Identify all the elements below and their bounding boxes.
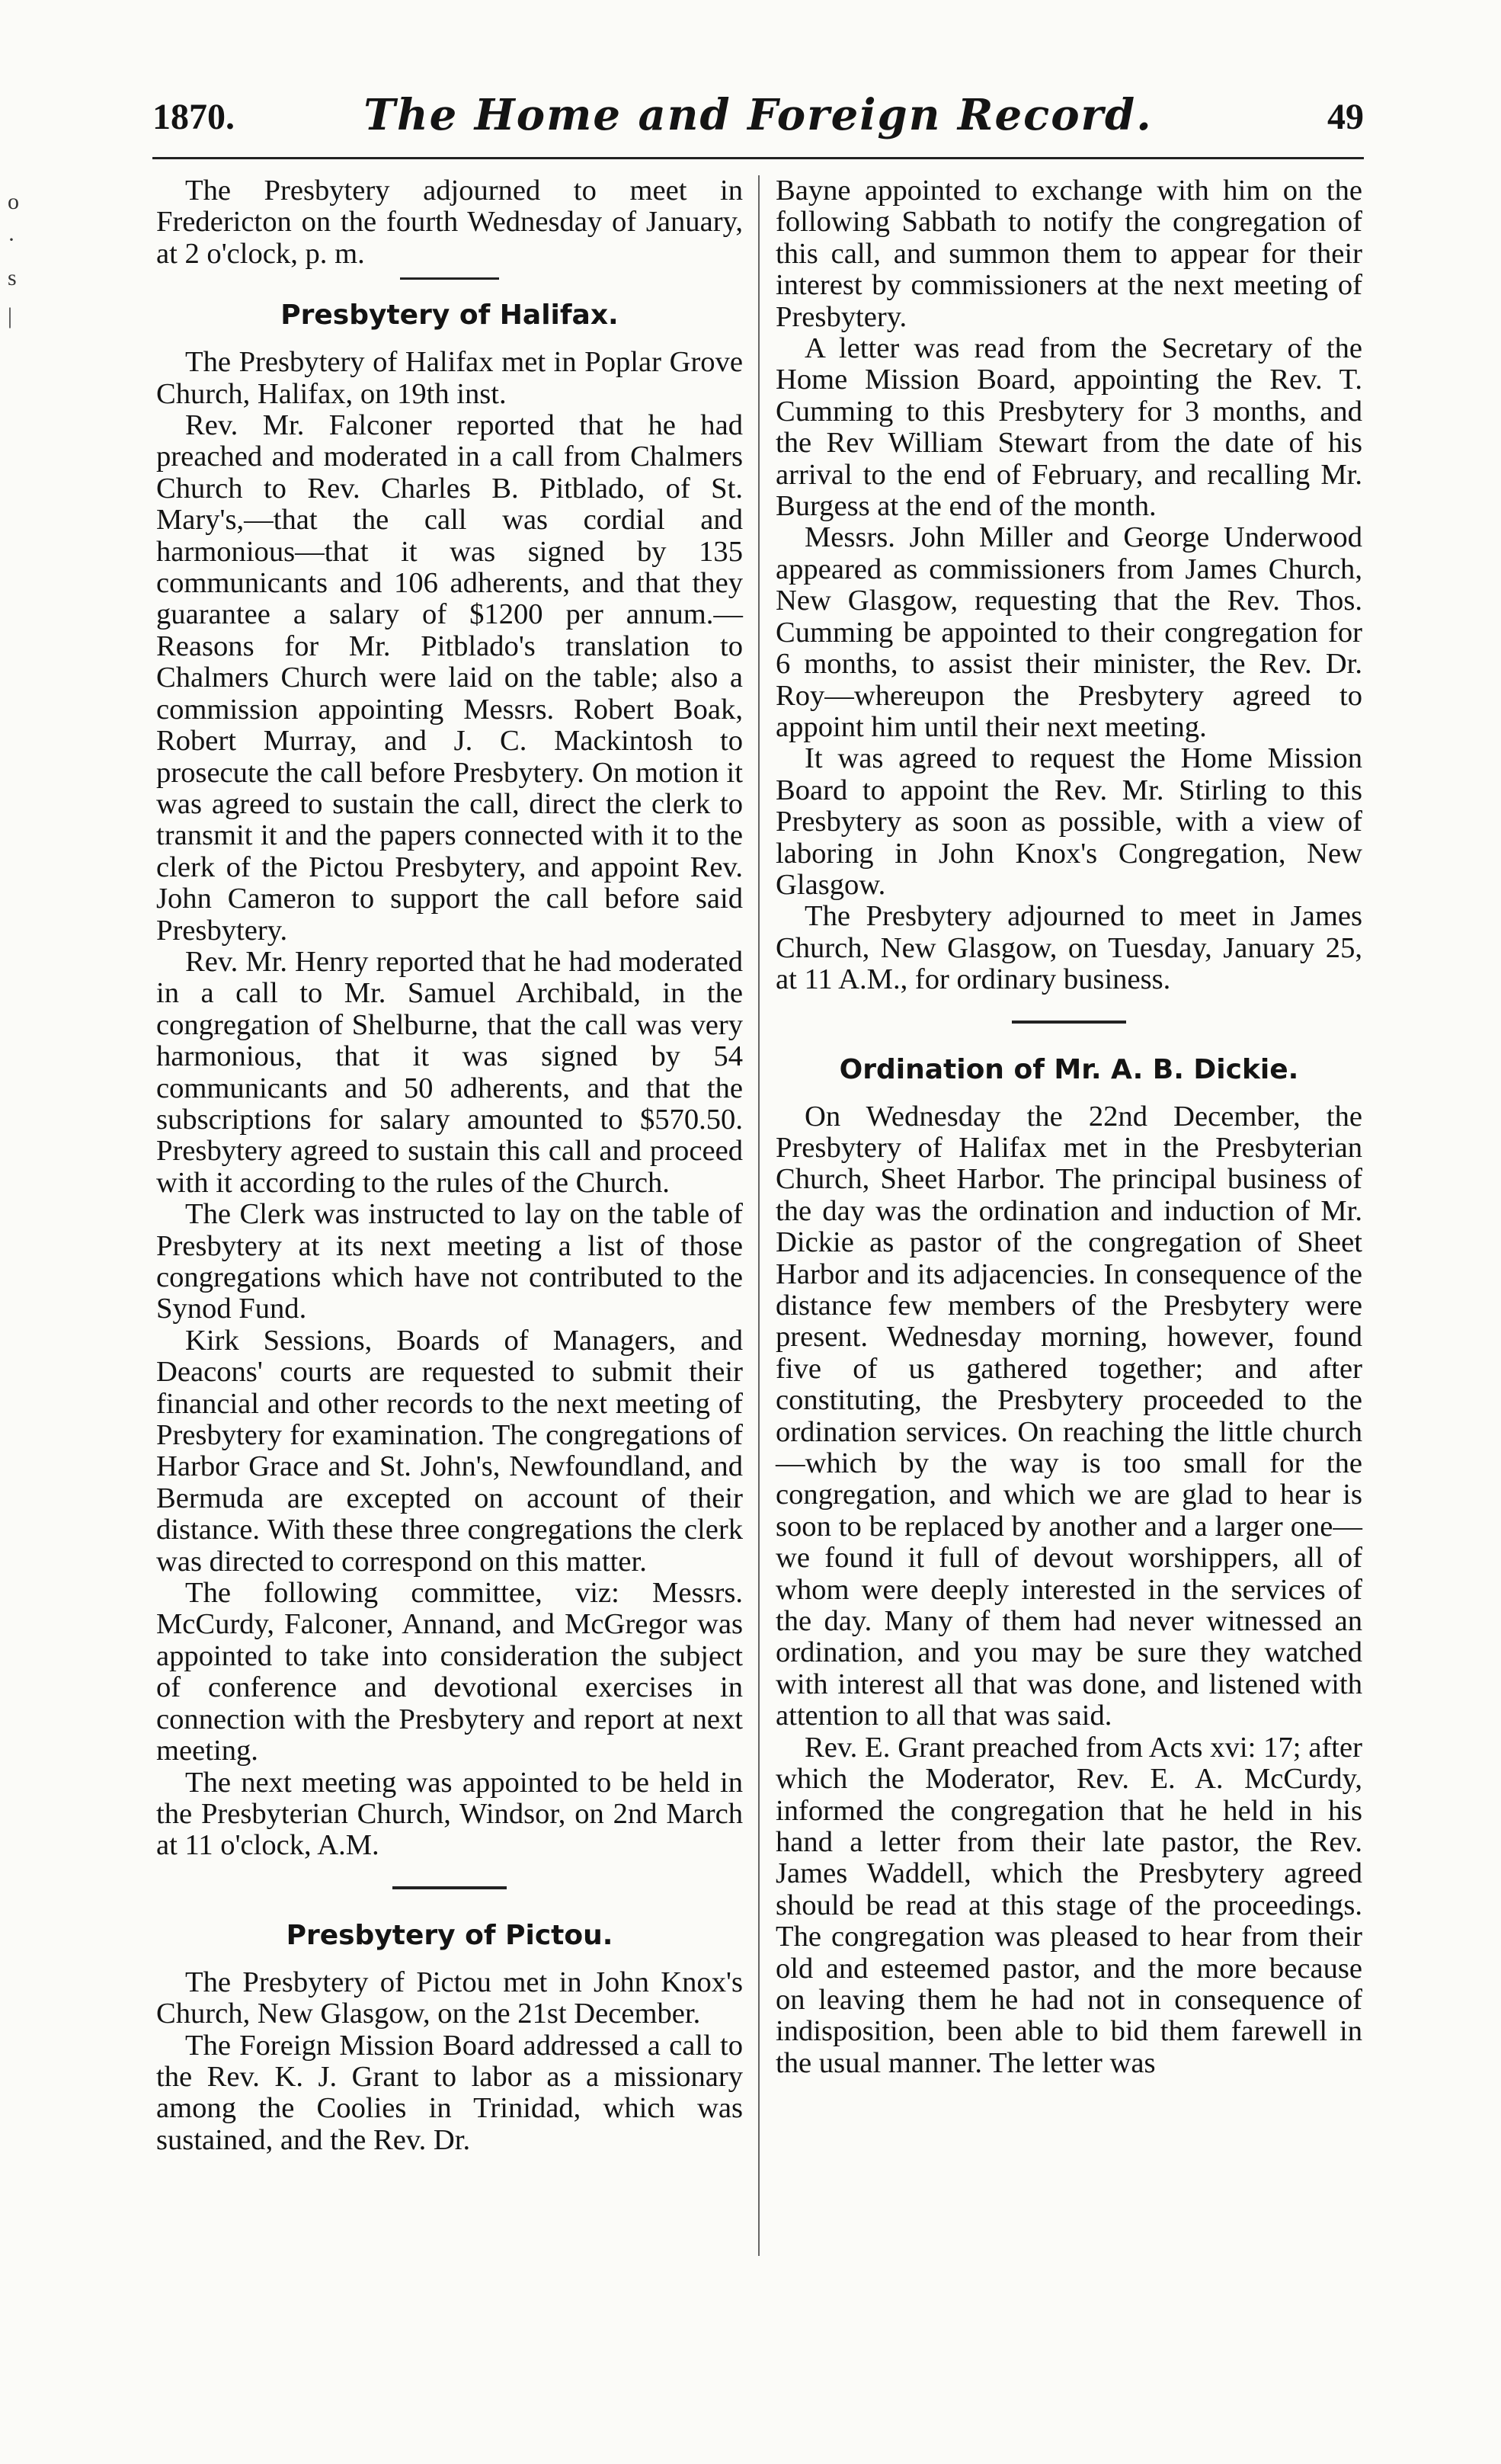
paragraph: Kirk Sessions, Boards of Managers, and Deacons' courts are requested to submit their financial and other records to the next meeting of Presbytery for examination. The congregations of Harbor Grace and St. John's, Newfoundland, and Bermuda are excepted on account of their distance. With these three congregations the clerk was directed to correspond on this matter. bbox=[156, 1324, 743, 1578]
paragraph: The Foreign Mission Board addressed a call to the Rev. K. J. Grant to labor as a missionary among the Coolies in Trinidad, which was sustained, and the Rev. Dr. bbox=[156, 2029, 743, 2156]
margin-mark: · bbox=[8, 227, 15, 252]
paragraph: Messrs. John Miller and George Underwood appeared as commissioners from James Church, New Glasgow, requesting that the Rev. Thos. Cumming be appointed to their congregation for 6 months, to assist their minister, the Rev. Dr. Roy—whereupon the Presbytery agreed to appoint him until their next meeting. bbox=[776, 521, 1362, 743]
page-number: 49 bbox=[1327, 97, 1364, 137]
paragraph: The following committee, viz: Messrs. McCurdy, Falconer, Annand, and McGregor was appointed to take into consideration the subject of conference and devotional exercises in connection with the Presbytery and report at next meeting. bbox=[156, 1577, 743, 1767]
section-heading-pictou: Presbytery of Pictou. bbox=[286, 1919, 613, 1951]
header-rule bbox=[152, 157, 1364, 159]
paragraph: The Presbytery of Pictou met in John Knox's Church, New Glasgow, on the 21st December. bbox=[156, 1966, 743, 2030]
page-header bbox=[152, 90, 1364, 159]
paragraph: It was agreed to request the Home Mission Board to appoint the Rev. Mr. Stirling to this Presbytery as soon as possible, with a view of laboring in John Knox's Congregation, New Glasgow. bbox=[776, 742, 1362, 901]
margin-marks bbox=[8, 183, 30, 335]
section-divider bbox=[392, 1886, 507, 1889]
paragraph: Rev. Mr. Henry reported that he had moderated in a call to Mr. Samuel Archibald, in the congregation of Shelburne, that the call was very harmonious, that it was signed by 54 communicants and 50 adherents, and that the subscriptions for salary amounted to $570.50. Presbytery agreed to sustain this call and proceed with it according to the rules of the Church. bbox=[156, 945, 743, 1199]
paragraph: Rev. Mr. Falconer reported that he had preached and moderated in a call from Chalmers Church to Rev. Charles B. Pitblado, of St. Mary's,—that the call was cordial and harmonious—that it was signed by 135 communicants and 106 adherents, and that they guarantee a salary of $1200 per annum.—Reasons for Mr. Pitblado's translation to Chalmers Church were laid on the table; also a commission appointing Messrs. Robert Boak, Robert Murray, and J. C. Mackintosh to prosecute the call before Presbytery. On motion it was agreed to sustain the call, direct the clerk to transmit it and the papers connected with it to the clerk of the Pictou Presbytery, and appoint Rev. John Cameron to support the call before said Presbytery. bbox=[156, 409, 743, 947]
column-divider bbox=[758, 175, 760, 2256]
section-divider bbox=[400, 277, 499, 280]
paragraph: The Clerk was instructed to lay on the table of Presbytery at its next meeting a list of those congregations which have not contributed to the Synod Fund. bbox=[156, 1198, 743, 1325]
header-title: The Home and Foreign Record. bbox=[363, 90, 1153, 140]
paragraph: On Wednesday the 22nd December, the Presbytery of Halifax met in the Presbyterian Church, Sheet Harbor. The principal business of the day was the ordination and induction of Mr. Dickie as pastor of the congregation of Sheet Harbor and its adjacencies. In consequence of the distance few members of the Presbytery were present. Wednesday morning, however, found five of us gathered together; and after constituting, the Presbytery proceeded to the ordination services. On reaching the little church—which by the way is too small for the congregation, and which we are glad to hear is soon to be replaced by another and a larger one—we found it full of devout worshippers, all of whom were deeply interested in the services of the day. Many of them had never witnessed an ordination, and you may be sure they watched with interest all that was done, and listened with attention to all that was said. bbox=[776, 1100, 1362, 1732]
section-divider bbox=[1012, 1021, 1126, 1024]
paragraph: The Presbytery adjourned to meet in James Church, New Glasgow, on Tuesday, January 25, at 11 A.M., for ordinary business. bbox=[776, 900, 1362, 996]
paragraph: The next meeting was appointed to be held in the Presbyterian Church, Windsor, on 2nd March at 11 o'clock, A.M. bbox=[156, 1766, 743, 1862]
margin-mark: | bbox=[8, 303, 13, 328]
left-column bbox=[156, 175, 743, 2156]
section-heading-ordination: Ordination of Mr. A. B. Dickie. bbox=[839, 1053, 1299, 1085]
paragraph: The Presbytery of Halifax met in Poplar Grove Church, Halifax, on 19th inst. bbox=[156, 346, 743, 410]
paragraph: A letter was read from the Secretary of the Home Mission Board, appointing the Rev. T. Cumming to this Presbytery for 3 months, and the Rev William Stewart from the date of his arrival to the end of February, and recalling Mr. Burgess at the end of the month. bbox=[776, 332, 1362, 523]
header-year: 1870. bbox=[152, 97, 235, 137]
paragraph: Bayne appointed to exchange with him on the following Sabbath to notify the congregation of this call, and summon them to appear for their interest by commissioners at the next meeting of Presbytery. bbox=[776, 175, 1362, 333]
paragraph: The Presbytery adjourned to meet in Fredericton on the fourth Wednesday of January, at 2 o'clock, p. m. bbox=[156, 175, 743, 270]
section-heading-halifax: Presbytery of Halifax. bbox=[280, 300, 619, 332]
margin-mark: s bbox=[8, 265, 17, 290]
paragraph: Rev. E. Grant preached from Acts xvi: 17; after which the Moderator, Rev. E. A. McCurdy, informed the congregation that he held in his hand a letter from their late pastor, the Rev. James Waddell, which the Presbytery agreed should be read at this stage of the proceedings. The congregation was pleased to hear from their old and esteemed pastor, and the more because on leaving them he had not in consequence of indisposition, been able to bid them farewell in the usual manner. The letter was bbox=[776, 1731, 1362, 2079]
right-column bbox=[776, 175, 1362, 2079]
margin-mark: o bbox=[8, 189, 19, 214]
